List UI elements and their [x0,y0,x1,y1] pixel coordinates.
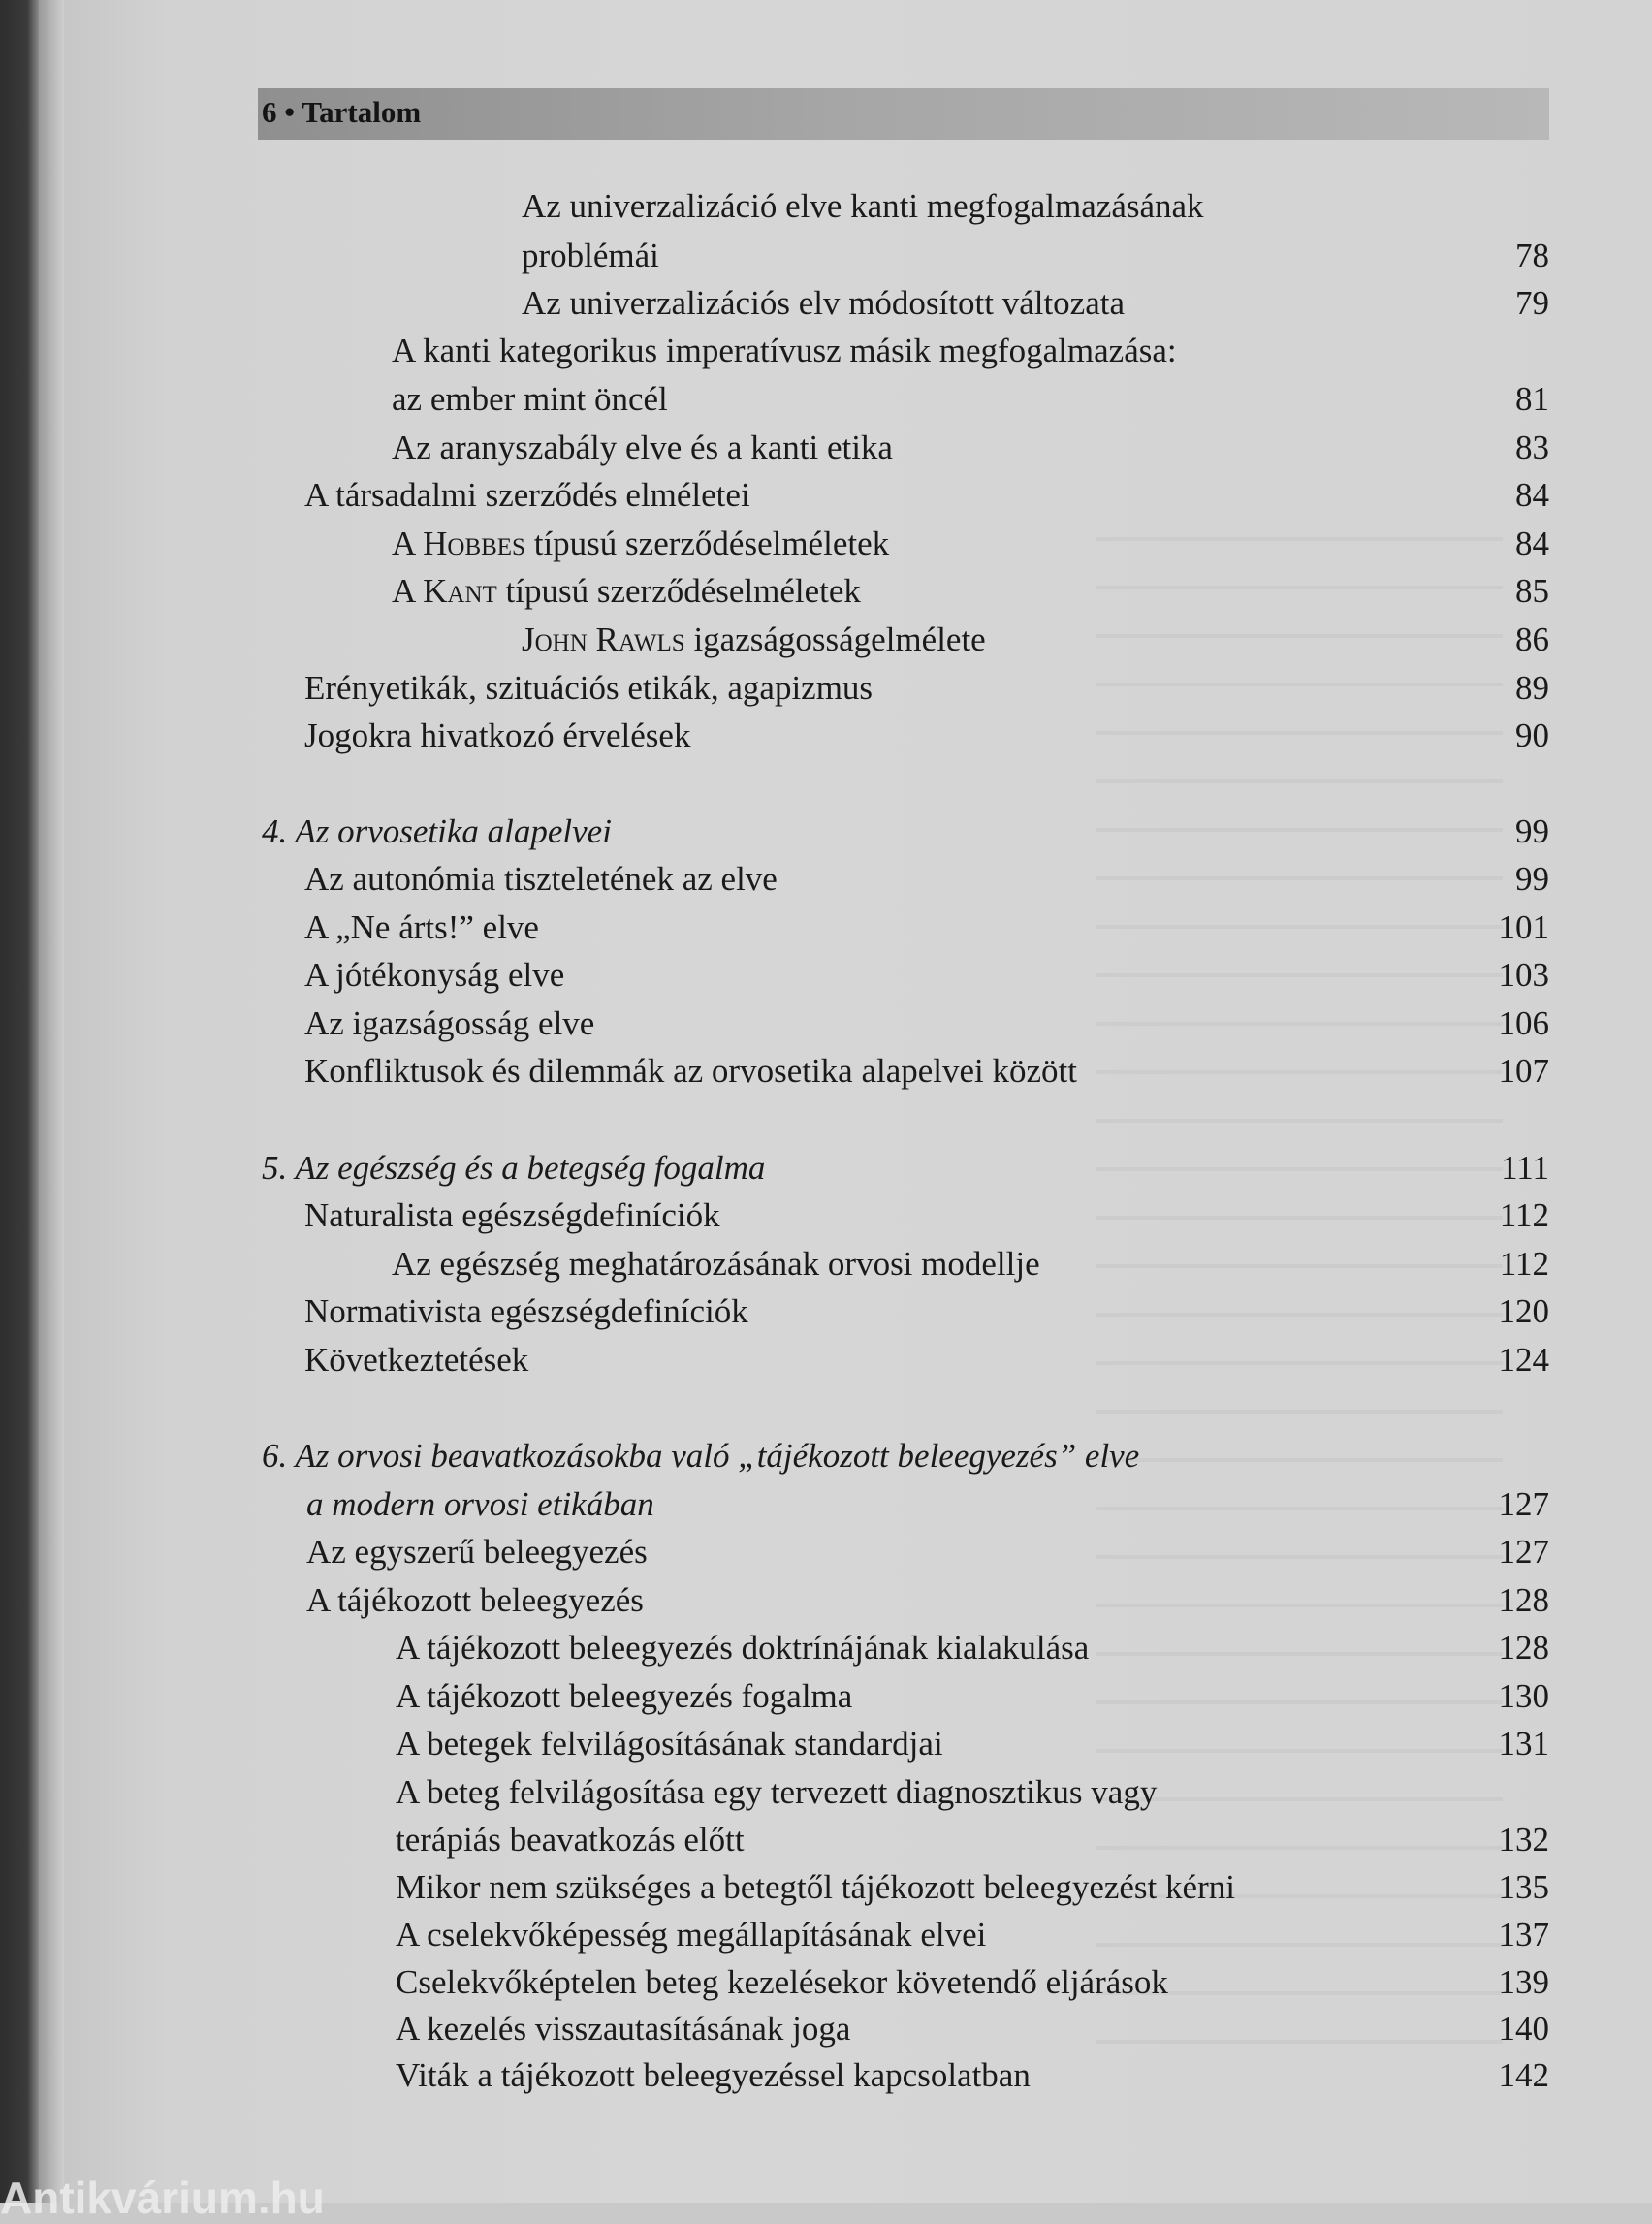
toc-entry: Naturalista egészségdefiníciók [304,1196,720,1234]
toc-page-number: 128 [1498,1581,1549,1619]
toc-entry: A társadalmi szerződés elméletei [304,476,750,514]
toc-page-number: 83 [1515,429,1549,466]
toc-entry: Normativista egészségdefiníciók [304,1292,748,1330]
toc-page-number: 139 [1498,1963,1549,2001]
toc-chapter-heading: 6. Az orvosi beavatkozásokba való „tájékozott beleegyezés” elve [262,1437,1140,1475]
toc-entry: A jótékonyság elve [304,956,565,994]
toc-entry: az ember mint öncél [392,380,668,418]
toc-entry: A Kant típusú szerződéselméletek [392,572,861,610]
toc-page-number: 89 [1515,669,1549,707]
toc-entry: Az univerzalizációs elv módosított változata [522,284,1126,322]
toc-page-number: 135 [1498,1868,1549,1906]
toc-page-number: 101 [1498,908,1549,946]
toc-entry: A tájékozott beleegyezés [306,1581,644,1619]
toc-page-number: 84 [1515,476,1549,514]
toc-chapter-heading: 5. Az egészség és a betegség fogalma [262,1149,766,1187]
toc-entry: Konfliktusok és dilemmák az orvosetika alapelvei között [304,1052,1078,1090]
toc-page-number: 90 [1515,716,1549,754]
toc-page-number: 131 [1498,1725,1549,1763]
header-page-number: 6 [262,95,277,129]
toc-entry: A betegek felvilágosításának standardjai [396,1725,943,1763]
toc-page-number: 81 [1515,380,1549,418]
toc-page-number: 99 [1515,860,1549,898]
toc-page-number: 106 [1498,1004,1549,1042]
toc-entry: Következtetések [304,1341,529,1379]
toc-page-number: 86 [1515,620,1549,658]
toc-entry: A beteg felvilágosítása egy tervezett diagnosztikus vagy [396,1773,1158,1811]
page-inner-edge [39,0,64,2203]
toc-page-number: 132 [1498,1821,1549,1859]
running-header [262,95,421,130]
toc-page-number: 130 [1498,1677,1549,1715]
toc-page-number: 99 [1515,812,1549,850]
watermark: Antikvárium.hu [0,2173,325,2223]
header-title: Tartalom [302,95,422,129]
toc-page-number: 127 [1498,1485,1549,1523]
toc-page-number: 107 [1498,1052,1549,1090]
toc-page-number: 78 [1515,237,1549,274]
toc-chapter-heading: a modern orvosi etikában [306,1485,654,1523]
toc-page-number: 85 [1515,572,1549,610]
toc-entry: Mikor nem szükséges a betegtől tájékozott beleegyezést kérni [396,1868,1235,1906]
toc-entry: Erényetikák, szituációs etikák, agapizmus [304,669,874,707]
toc-entry: Az aranyszabály elve és a kanti etika [392,429,893,466]
toc-entry: A tájékozott beleegyezés doktrínájának kialakulása [396,1629,1090,1667]
toc-page-number: 112 [1499,1245,1549,1283]
toc-page-number: 127 [1498,1533,1549,1571]
author-name: John Rawls [522,620,685,658]
author-name: Kant [423,572,497,610]
toc-entry: Az autonómia tiszteletének az elve [304,860,778,898]
toc-entry: A „Ne árts!” elve [304,908,539,946]
toc-page-number: 112 [1499,1196,1549,1234]
running-header-bar [258,88,1549,140]
toc-page-number: 137 [1498,1916,1549,1954]
toc-page-number: 124 [1498,1341,1549,1379]
toc-entry: Viták a tájékozott beleegyezéssel kapcsolatban [396,2056,1031,2094]
toc-entry: Cselekvőképtelen beteg kezelésekor követendő eljárások [396,1963,1168,2001]
toc-entry: John Rawls igazságosságelmélete [522,620,986,658]
header-separator: • [284,95,296,129]
toc-entry: problémái [522,237,659,274]
toc-page-number: 140 [1498,2010,1549,2048]
toc-entry: terápiás beavatkozás előtt [396,1821,745,1859]
book-spine-shadow [0,0,39,2203]
author-name: Hobbes [423,524,525,562]
toc-page-number: 128 [1498,1629,1549,1667]
toc-entry: Az univerzalizáció elve kanti megfogalmazásának [522,187,1204,225]
toc-page-number: 84 [1515,524,1549,562]
toc-entry: A kezelés visszautasításának joga [396,2010,851,2048]
toc-page-number: 120 [1498,1292,1549,1330]
toc-entry: Jogokra hivatkozó érvelések [304,716,691,754]
toc-entry: Az egészség meghatározásának orvosi modellje [392,1245,1040,1283]
toc-page-number: 111 [1501,1149,1549,1187]
show-through-block [1096,504,1503,2055]
toc-entry: A tájékozott beleegyezés fogalma [396,1677,853,1715]
toc-chapter-heading: 4. Az orvosetika alapelvei [262,812,612,850]
toc-entry: A Hobbes típusú szerződéselméletek [392,524,890,562]
toc-entry: A kanti kategorikus imperatívusz másik megfogalmazása: [392,332,1177,369]
toc-entry: A cselekvőképesség megállapításának elvei [396,1916,987,1954]
toc-page-number: 79 [1515,284,1549,322]
toc-entry: Az igazságosság elve [304,1004,595,1042]
toc-page-number: 142 [1498,2056,1549,2094]
toc-entry: Az egyszerű beleegyezés [306,1533,648,1571]
toc-page-number: 103 [1498,956,1549,994]
